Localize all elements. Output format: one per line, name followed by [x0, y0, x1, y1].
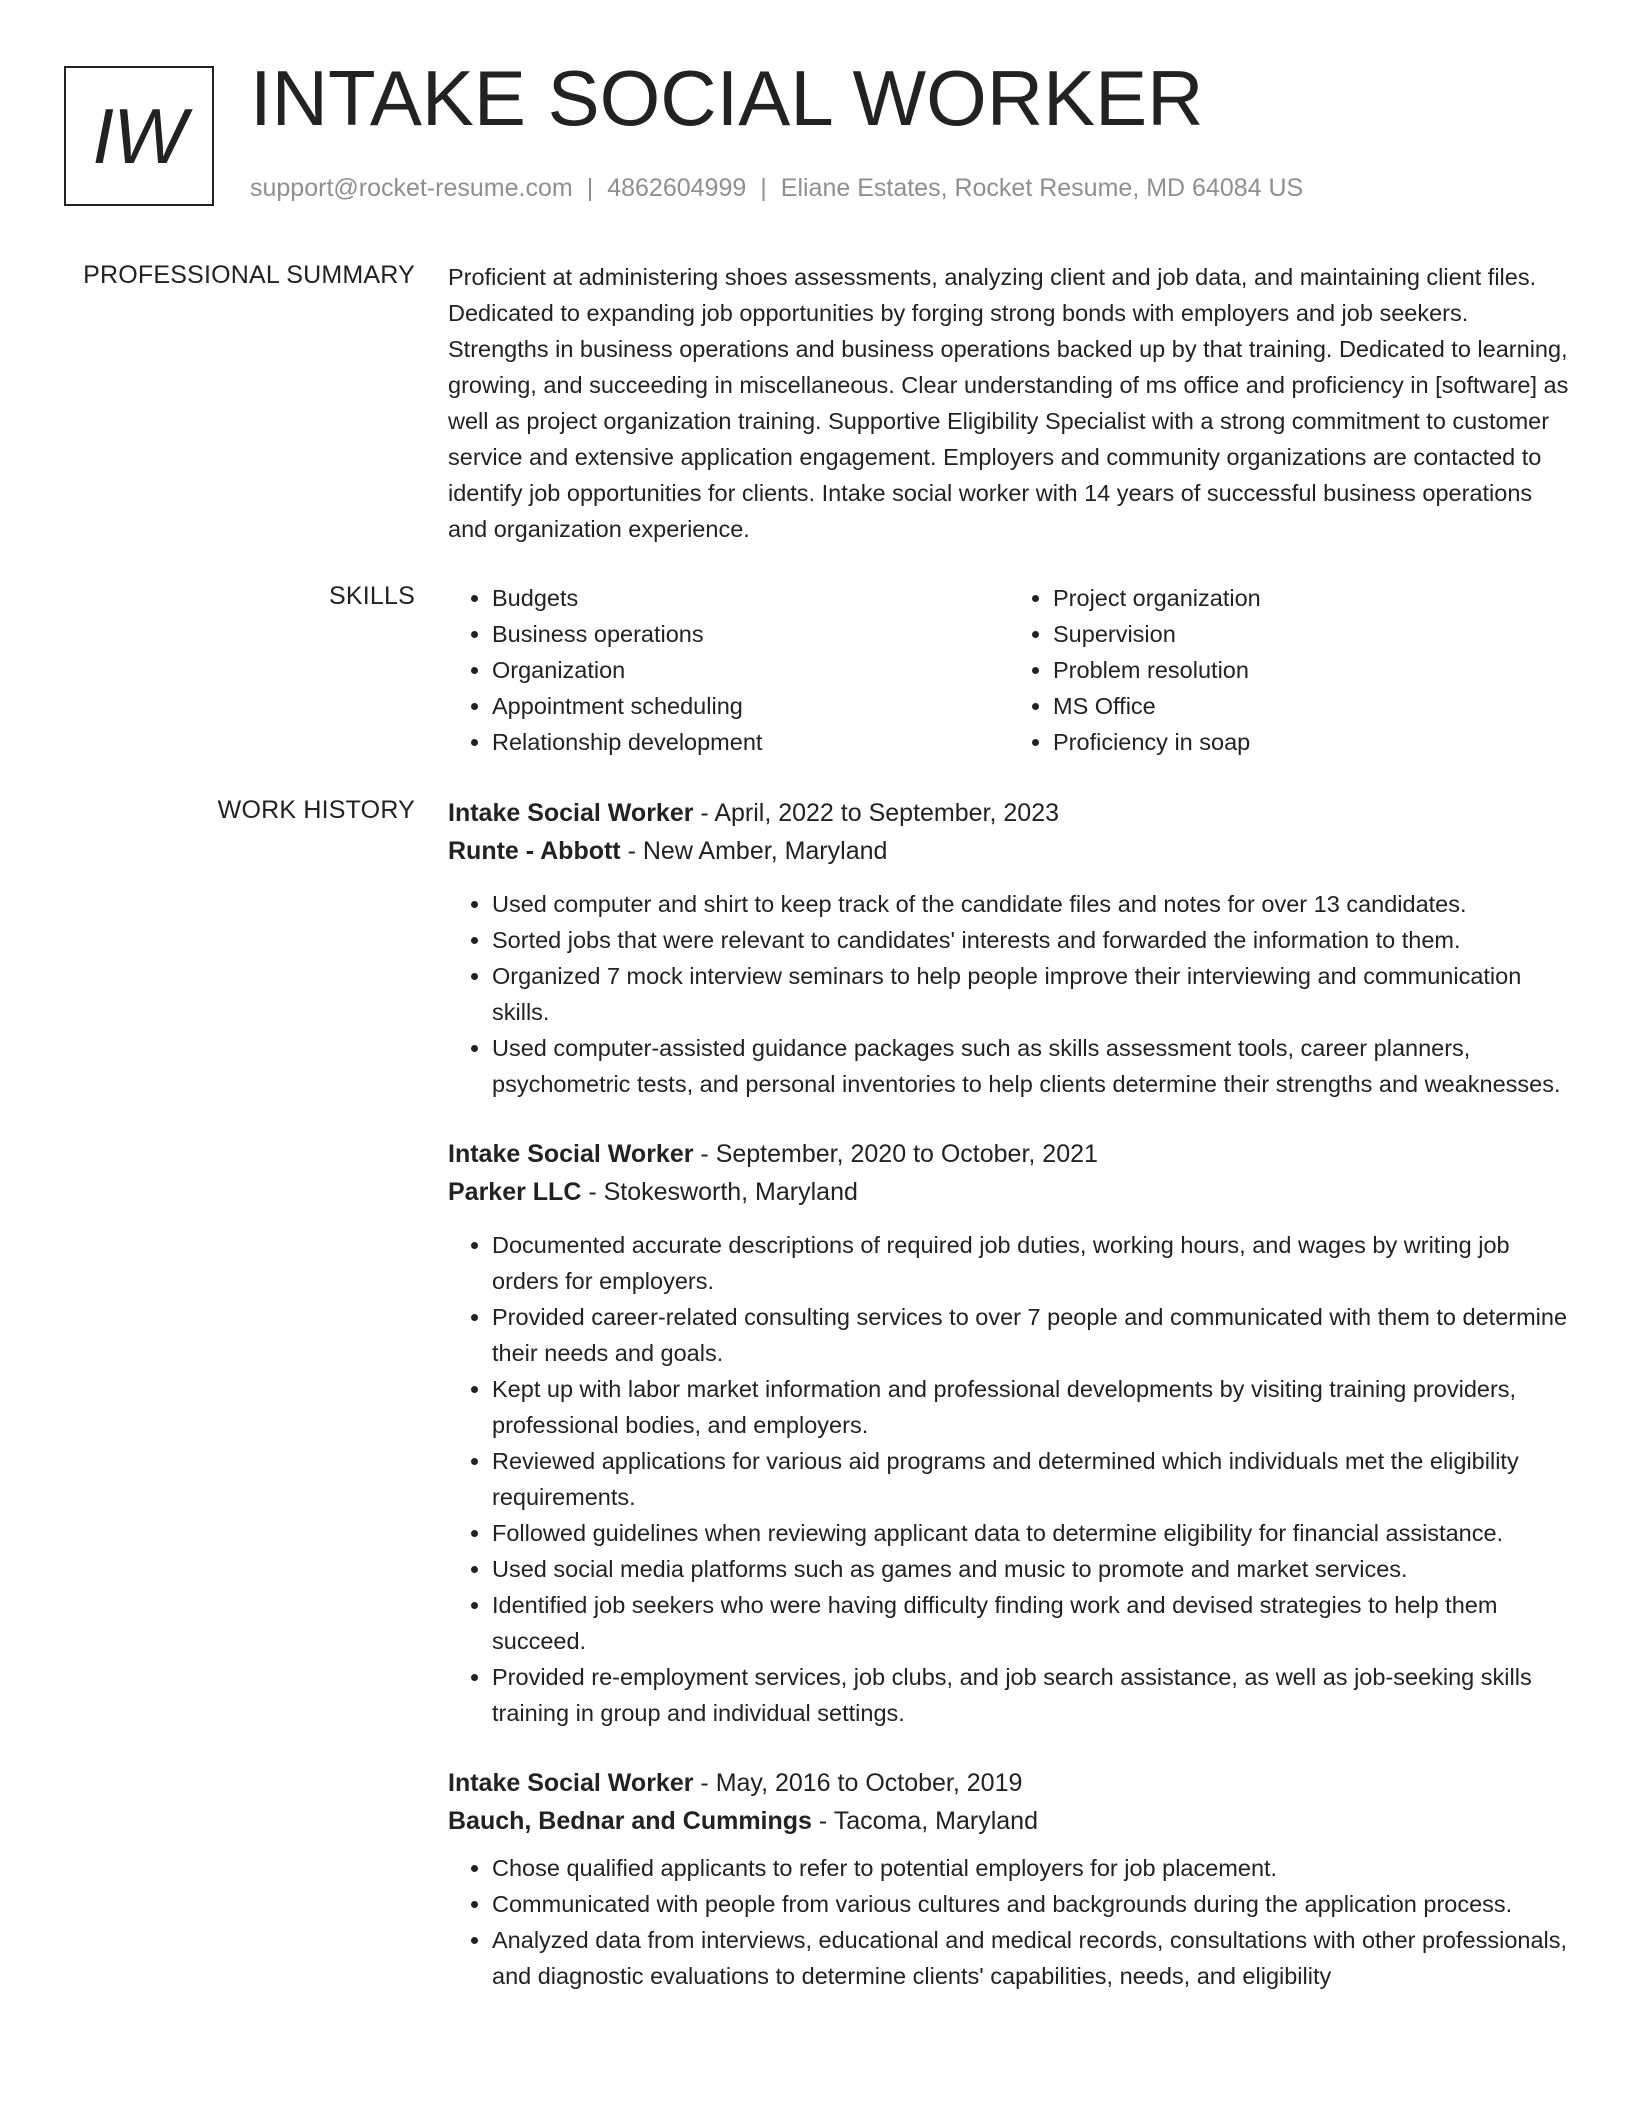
job-bullet: • Used social media platforms such as games and music to promote and market services. — [492, 1551, 1570, 1587]
job-location: - Tacoma, Maryland — [811, 1807, 1038, 1835]
job-bullet: • Used computer and shirt to keep track of the candidate files and notes for over 13 candidates. — [492, 886, 1570, 922]
job-bullets — [448, 1227, 1570, 1731]
work-history-body — [448, 794, 1570, 1994]
skill-item: • Appointment scheduling — [492, 688, 1009, 724]
job-title: Intake Social Worker — [448, 799, 694, 827]
contact-separator: | — [760, 174, 767, 202]
job-bullet: • Documented accurate descriptions of required job duties, working hours, and wages by writing job orders for employers. — [492, 1227, 1570, 1299]
skill-item: • Project organization — [1053, 580, 1570, 616]
job-bullet: • Communicated with people from various cultures and backgrounds during the application process. — [492, 1886, 1570, 1922]
section-heading: SKILLS — [329, 582, 415, 610]
job-dates: - September, 2020 to October, 2021 — [693, 1140, 1098, 1168]
job-title: Intake Social Worker — [448, 1769, 694, 1797]
resume-title: INTAKE SOCIAL WORKER — [250, 54, 1204, 142]
job-bullet: • Provided re-employment services, job clubs, and job search assistance, as well as job-seeking skills training in group and individual settings. — [492, 1659, 1570, 1731]
job-bullets — [448, 886, 1570, 1102]
job-entry — [448, 794, 1570, 1102]
job-entry — [448, 1764, 1570, 1994]
contact-address: Eliane Estates, Rocket Resume, MD 64084 US — [780, 174, 1304, 202]
job-bullet: • Analyzed data from interviews, educational and medical records, consultations with other professionals, and diagnostic evaluations to determine clients' capabilities, needs, and eligibility — [492, 1922, 1570, 1994]
job-title-line — [448, 1135, 1570, 1173]
job-company-line — [448, 1173, 1570, 1211]
section-heading: PROFESSIONAL SUMMARY — [83, 261, 415, 289]
job-company: Parker LLC — [448, 1178, 582, 1206]
job-title: Intake Social Worker — [448, 1140, 694, 1168]
contact-phone[interactable]: 4862604999 — [607, 174, 747, 202]
job-bullet: • Reviewed applications for various aid programs and determined which individuals met the eligibility requirements. — [492, 1443, 1570, 1515]
job-bullet: • Identified job seekers who were having difficulty finding work and devised strategies to help them succeed. — [492, 1587, 1570, 1659]
job-bullets — [448, 1850, 1570, 1994]
job-entry — [448, 1135, 1570, 1731]
skill-item: • Organization — [492, 652, 1009, 688]
job-company-line — [448, 1802, 1570, 1840]
job-bullet: • Followed guidelines when reviewing applicant data to determine eligibility for financial assistance. — [492, 1515, 1570, 1551]
job-company-line — [448, 832, 1570, 870]
skill-item: • Proficiency in soap — [1053, 724, 1570, 760]
job-bullet: • Sorted jobs that were relevant to candidates' interests and forwarded the information to them. — [492, 922, 1570, 958]
skill-item: • Problem resolution — [1053, 652, 1570, 688]
section-heading: WORK HISTORY — [217, 796, 415, 824]
skill-item: • Relationship development — [492, 724, 1009, 760]
job-dates: - May, 2016 to October, 2019 — [693, 1769, 1023, 1797]
job-title-line — [448, 794, 1570, 832]
skills-list-left — [448, 580, 1009, 760]
job-bullet: • Provided career-related consulting services to over 7 people and communicated with them to determine their needs and goals. — [492, 1299, 1570, 1371]
job-location: - New Amber, Maryland — [620, 837, 888, 865]
contact-separator: | — [586, 174, 594, 202]
job-location: - Stokesworth, Maryland — [581, 1178, 858, 1206]
summary-text: Proficient at administering shoes assessments, analyzing client and job data, and maintaining client files. Dedicated to expanding job opportunities by forging strong bonds with employers and job seekers. Strengths in business operations and business operations backed up by that training. Dedicated to learning, growing, and succeeding in miscellaneous. Clear understanding of ms office and proficiency in [software] as well as project organization training. Supportive Eligibility Specialist with a strong commitment to customer service and extensive application engagement. Employers and community organizations are contacted to identify job opportunities for clients. Intake social worker with 14 years of successful business operations and organization experience. — [448, 264, 1569, 542]
skill-item: • MS Office — [1053, 688, 1570, 724]
contact-email[interactable]: support@rocket-resume.com — [250, 174, 573, 202]
job-company: Bauch, Bednar and Cummings — [448, 1807, 812, 1835]
job-dates: - April, 2022 to September, 2023 — [693, 799, 1059, 827]
job-bullet: • Organized 7 mock interview seminars to help people improve their interviewing and communication skills. — [492, 958, 1570, 1030]
contact-line — [250, 174, 1303, 203]
skill-item: • Supervision — [1053, 616, 1570, 652]
skills-columns — [448, 580, 1570, 760]
job-company: Runte - Abbott — [448, 837, 621, 865]
monogram-badge: IW — [64, 66, 214, 206]
job-bullet: • Kept up with labor market information and professional developments by visiting training providers, professional bodies, and employers. — [492, 1371, 1570, 1443]
job-title-line — [448, 1764, 1570, 1802]
skills-list-right — [1009, 580, 1570, 760]
summary-body — [448, 259, 1570, 547]
job-bullet: • Chose qualified applicants to refer to potential employers for job placement. — [492, 1850, 1570, 1886]
job-bullet: • Used computer-assisted guidance packages such as skills assessment tools, career planners, psychometric tests, and personal inventories to help clients determine their strengths and weaknesses. — [492, 1030, 1570, 1102]
skill-item: • Budgets — [492, 580, 1009, 616]
skill-item: • Business operations — [492, 616, 1009, 652]
